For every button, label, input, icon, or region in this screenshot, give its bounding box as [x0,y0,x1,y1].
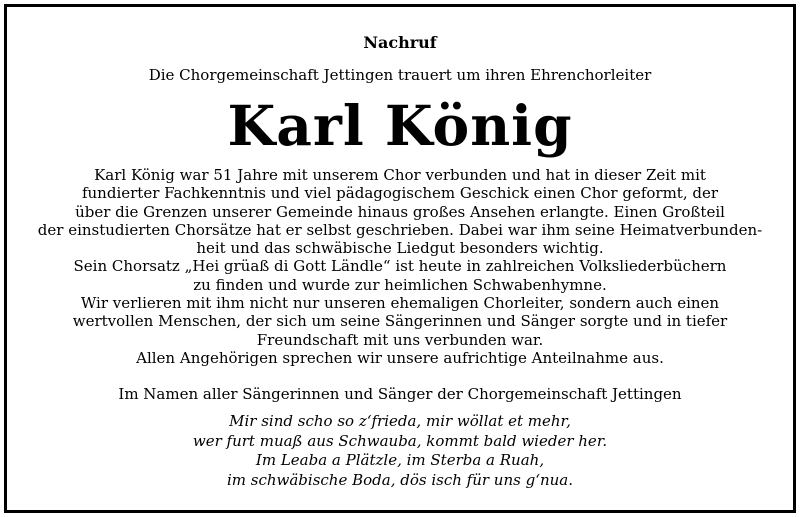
poem-line: im schwäbische Boda, dös isch für uns g‘nua. [226,471,574,490]
tribute-line: zu finden und wurde zur heimlichen Schwabenhymne. [193,275,607,294]
tribute-line: der einstudierten Chorsätze hat er selbst geschrieben. Dabei war ihm seine Heimatverbunden- [37,220,763,239]
tribute-line: über die Grenzen unserer Gemeinde hinaus großes Ansehen erlangte. Einen Großteil [75,202,725,221]
poem-line: Mir sind scho so z‘frieda, mir wöllat et mehr, [229,412,571,430]
closing-line: Im Namen aller Sängerinnen und Sänger der Chorgemeinschaft Jettingen [118,385,682,403]
tribute-line: Wir verlieren mit ihm nicht nur unseren ehemaligen Chorleiter, sondern auch einen [80,294,720,313]
notice-heading: Nachruf [363,33,437,52]
tribute-line: Allen Angehörigen sprechen wir unsere aufrichtige Anteilnahme aus. [136,348,664,367]
intro-line: Die Chorgemeinschaft Jettingen trauert um ihren Ehrenchorleiter [148,66,652,84]
tribute-line: wertvollen Menschen, der sich um seine Sängerinnen und Sänger sorgte und in tiefer [72,312,728,331]
tribute-line: fundierter Fachkenntnis und viel pädagogischem Geschick einen Chor geformt, der [81,184,719,203]
tribute-line: Sein Chorsatz „Hei grüaß di Gott Ländle“ ist heute in zahlreichen Volksliederbüchern [73,257,727,276]
tribute-line: Karl König war 51 Jahre mit unserem Chor verbunden und hat in dieser Zeit mit [94,166,706,184]
tribute-line: Freundschaft mit uns verbunden war. [256,330,544,349]
tribute-text [0,166,800,367]
tribute-line: heit und das schwäbische Liedgut besonders wichtig. [196,239,604,258]
deceased-name: Karl König [227,93,573,158]
poem-line: Im Leaba a Plätzle, im Sterba a Ruah, [255,451,545,470]
poem-line: wer furt muaß aus Schwauba, kommt bald wieder her. [192,431,608,450]
poem-verse [0,412,800,491]
